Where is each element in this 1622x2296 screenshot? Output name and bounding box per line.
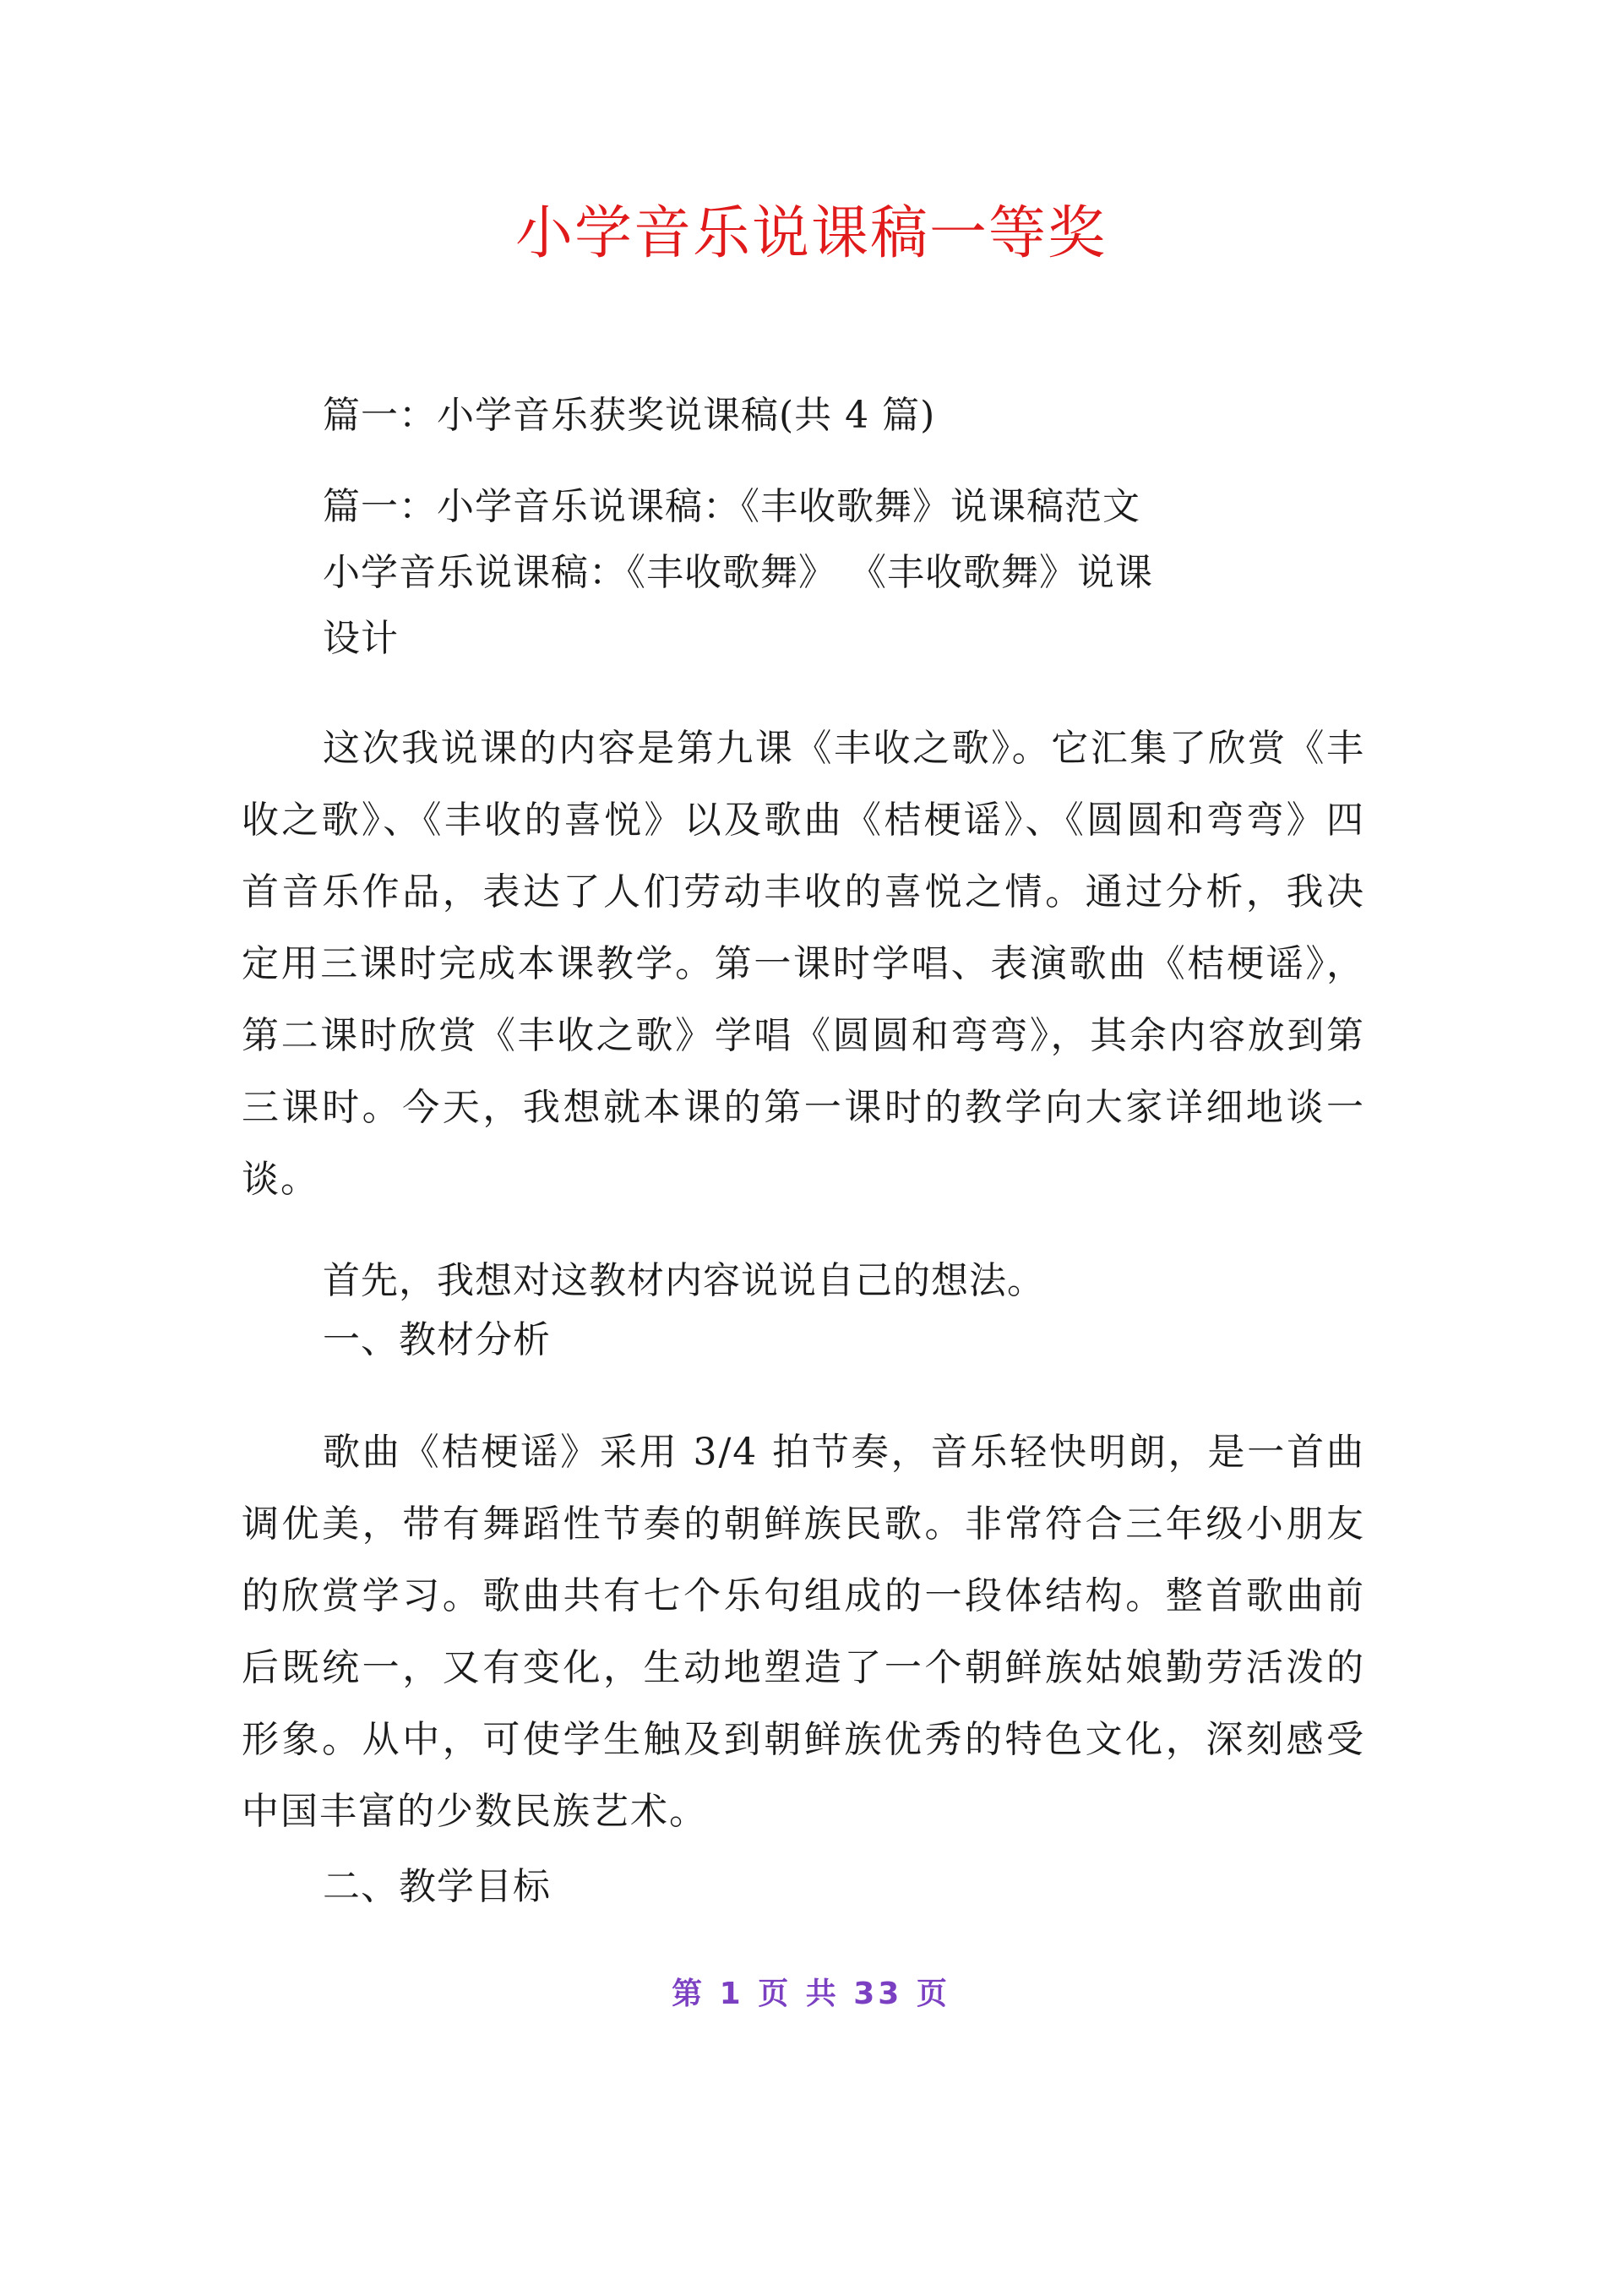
heading-design-line-1: 小学音乐说课稿：《丰收歌舞》 《丰收歌舞》说课 <box>323 551 1153 594</box>
intro-paragraph: 这次我说课的内容是第九课《丰收之歌》。它汇集了欣赏《丰收之歌》、《丰收的喜悦》以及歌曲《桔梗谣》、《圆圆和弯弯》四首音乐作品，表达了人们劳动丰收的喜悦之情。通过分析，我决定用三课时完成本课教学。第一课时学唱、表演歌曲《桔梗谣》，第二课时欣赏《丰收之歌》学唱《圆圆和弯弯》，其余内容放到第三课时。今天，我想就本课的第一课时的教学向大家详细地谈一谈。 <box>242 727 1365 1201</box>
heading-set: 篇一：小学音乐获奖说课稿(共 4 篇) <box>323 394 936 437</box>
heading-article: 篇一：小学音乐说课稿：《丰收歌舞》说课稿范文 <box>323 485 1140 528</box>
section-heading-textbook-analysis: 一、教材分析 <box>323 1318 551 1361</box>
document-title: 小学音乐说课稿一等奖 <box>514 200 1107 267</box>
page-number-footer: 第 1 页 共 33 页 <box>672 1977 950 2011</box>
section-heading-teaching-goals: 二、教学目标 <box>323 1865 551 1908</box>
heading-design-line-2: 设计 <box>323 617 399 660</box>
analysis-paragraph: 歌曲《桔梗谣》采用 3/4 拍节奏，音乐轻快明朗，是一首曲调优美，带有舞蹈性节奏的朝鲜族民歌。非常符合三年级小朋友的欣赏学习。歌曲共有七个乐句组成的一段体结构。整首歌曲前后既统一，又有变化，生动地塑造了一个朝鲜族姑娘勤劳活泼的形象。从中，可使学生触及到朝鲜族优秀的特色文化，深刻感受中国丰富的少数民族艺术。 <box>242 1431 1365 1833</box>
lead-sentence: 首先，我想对这教材内容说说自己的想法。 <box>323 1259 1045 1302</box>
